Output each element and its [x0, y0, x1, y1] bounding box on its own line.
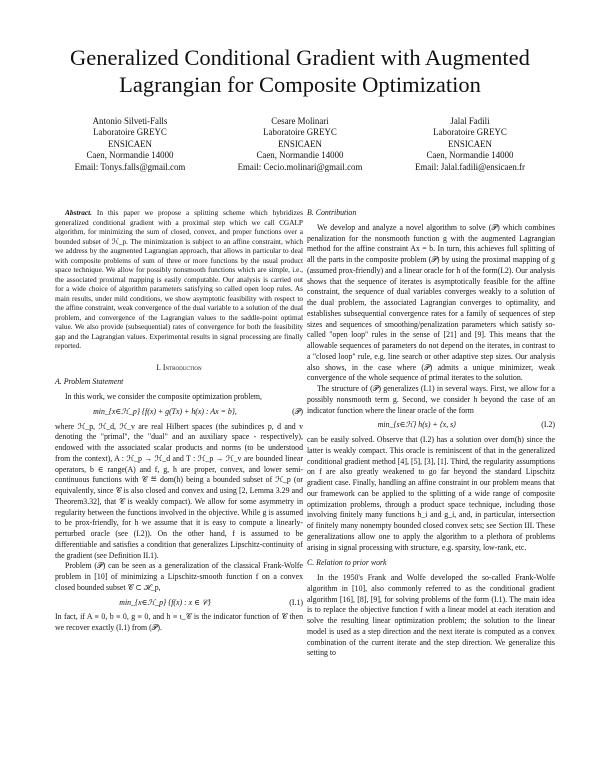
author-name: Jalal Fadili	[450, 116, 490, 126]
equation-body: min_{x∈ℋ_p} {f(x) : x ∈ 𝒞}	[119, 597, 211, 607]
author-institution: ENSICAEN	[108, 138, 152, 149]
author-email: Email: Cecio.molinari@gmail.com	[237, 161, 363, 172]
paragraph: We develop and analyze a novel algorithm to solve (𝒫) which combines penalization for the nonsmooth function g with the augmented Lagrangian method for the affine constraint Ax = b. In turn, this achieves full splitting of all the parts in the composite problem (𝒫) by using the proximal mapping of g (assumed prox-friendly) and a linear oracle for h of the form(I.2). Our analysis shows that the sequence of iterates is asymptotically feasible for the affine constraint, the sequence of dual variables converges weakly to a solution of the dual problem, the associated Lagrangian converges to optimality, and establishes subsequential convergence rates for a family of sequences of step sizes and sequences of smoothing/penalization parameters which satisfy so-called "open loop" rules in the sense of [21] and [9]. This means that the allowable sequences of parameters do not depend on the iterates, in contrast to a "closed loop" rule, e.g. line search or other adaptive step sizes. Our analysis also shows, in the case where (𝒫) admits a unique minimizer, weak convergence of the whole sequence of primal iterates to the solution.	[307, 222, 555, 383]
author-1	[40, 116, 220, 173]
paragraph: can be easily solved. Observe that (I.2) has a solution over dom(h) since the latter is weakly compact. This oracle is reminiscent of that in the generalized conditional gradient method [4], [5], [3], [1]. Third, the regularity assumptions on f are also greatly weakened to go far beyond the standard Lipschitz gradient case. Finally, handling an affine constraint in our problem means that our framework can be applied to the splitting of a wide range of composite optimization problems, through a product space technique, including those involving finitely many functions h_i and g_i, and, in particular, intersection of finitely many nonempty bounded closed convex sets; see Section III. These generalizations allow one to apply the algorithm to a plethora of problems arising in signal processing with structure, e.g. sparsity, low-rank, etc.	[307, 435, 555, 552]
author-2	[210, 116, 390, 173]
author-address: Caen, Normandie 14000	[426, 150, 514, 161]
equation-body: min_{x∈ℋ_p} {f(x) + g(Tx) + h(x) : Ax = b},	[93, 406, 237, 416]
paragraph: In this work, we consider the composite optimization problem,	[65, 392, 262, 401]
subsection-contribution: B. Contribution	[307, 208, 357, 217]
subsection-prior-work: C. Relation to prior work	[307, 558, 387, 568]
equation-tag: (𝒫)	[292, 406, 303, 416]
author-address: Caen, Normandie 14000	[86, 150, 174, 161]
paper-title: Generalized Conditional Gradient with Augmented Lagrangian for Composite Optimization	[70, 45, 530, 97]
abstract	[55, 208, 303, 351]
equation-tag: (I.2)	[541, 420, 555, 430]
equation-I1	[55, 598, 303, 609]
equation-tag: (I.1)	[289, 597, 303, 607]
author-institution: ENSICAEN	[448, 138, 492, 149]
paragraph: where ℋ_p, ℋ_d, ℋ_v are real Hilbert spaces (the subindices p, d and v denoting the "primal", the "dual" and an auxiliary space - respectively), endowed with the associated scalar products and norms (to be understood from the context), A : ℋ_p → ℋ_d and T : ℋ_p → ℋ_v are bounded linear operators, b ∈ range(A) and f, g, h are proper, convex, and lower semi-continuous functions with 𝒞 ≝ dom(h) being a bounded subset of ℋ_p (or equivalently, since 𝒞 is also closed and convex and using [2, Lemma 3.29 and Theorem3.32], that 𝒞 is weakly compact). We allow for some asymmetry in regularity between the functions involved in the objective. While g is assumed to be prox-friendly, for h we assume that it is easy to compute a linearly-perturbed oracle (see (I.2)). On the other hand, f is assumed to be differentiable and satisfies a condition that generalizes Lipschitz-continuity of the gradient (see Definition II.1).	[55, 421, 303, 560]
paragraph: The structure of (𝒫) generalizes (I.1) in several ways. First, we allow for a possibly nonsmooth term g. Second, we consider h beyond the case of an indicator function where the linear oracle of the form	[307, 384, 555, 415]
author-institution: ENSICAEN	[278, 138, 322, 149]
subsection-problem-statement: A. Problem Statement	[55, 377, 124, 387]
right-column	[307, 208, 555, 659]
equation-I2	[307, 420, 555, 431]
author-email: Email: Tonys.falls@gmail.com	[74, 161, 186, 172]
paragraph: In fact, if A ≡ 0, b ≡ 0, g ≡ 0, and h ≡ ι_𝒞 is the indicator function of 𝒞 then we recover exactly (I.1) from (𝒫).	[55, 612, 303, 632]
author-3	[380, 116, 560, 173]
author-affiliation: Laboratoire GREYC	[433, 127, 507, 138]
author-email: Email: Jalal.fadili@ensicaen.fr	[415, 161, 525, 172]
author-address: Caen, Normandie 14000	[256, 150, 344, 161]
paragraph: In the 1950's Frank and Wolfe developed the so-called Frank-Wolfe algorithm in [10], also commonly referred to as the conditional gradient algorithm [16], [8], [9], for solving problems of the form (I.1). The main idea is to replace the objective function f with a linear model at each iteration and solve the resulting linear optimization problem; the solution to the linear model is used as a step direction and the next iterate is computed as a convex combination of the current iterate and the step direction. We generalize this setting to	[307, 573, 555, 658]
section-title: I. Introduction	[156, 362, 202, 372]
equation-P	[55, 407, 303, 418]
author-affiliation: Laboratoire GREYC	[263, 127, 337, 138]
author-name: Cesare Molinari	[271, 116, 329, 126]
left-column	[55, 208, 303, 634]
abstract-label: Abstract.	[65, 208, 92, 217]
equation-body: min_{s∈ℋ} h(s) + ⟨x, s⟩	[377, 420, 457, 430]
author-affiliation: Laboratoire GREYC	[93, 127, 167, 138]
abstract-text: In this paper we propose a splitting scheme which hybridizes generalized conditional gradient with a proximal step which we call CGALP algorithm, for minimizing the sum of closed, convex, and proper functions over a bounded subset of ℋ_p. The minimization is subject to an affine constraint, which we address by the augmented Lagrangian approach, that allows in particular to deal with composite problems of sum of three or more functions by the usual product space technique. We allow for possibly nonsmooth functions which are simple, i.e., the associated proximal mapping is easily computable. Our analysis is carried out for a wide choice of algorithm parameters satisfying so called open loop rules. As main results, under mild conditions, we show asymptotic feasibility with respect to the affine constraint, weak convergence of the dual variable to a solution of the dual problem, and convergence of the Lagrangian values to the saddle-point optimal value. We also provide (subsequential) rates of convergence for both the feasibility gap and the Lagrangian values. Experimental results in signal processing are finally reported.	[55, 208, 303, 350]
author-name: Antonio Silveti-Falls	[92, 116, 168, 126]
paragraph: Problem (𝒫) can be seen as a generalization of the classical Frank-Wolfe problem in [10] of minimizing a Lipschitz-smooth function f on a convex closed bounded subset 𝒞 ⊂ ℋ_p,	[55, 561, 303, 592]
